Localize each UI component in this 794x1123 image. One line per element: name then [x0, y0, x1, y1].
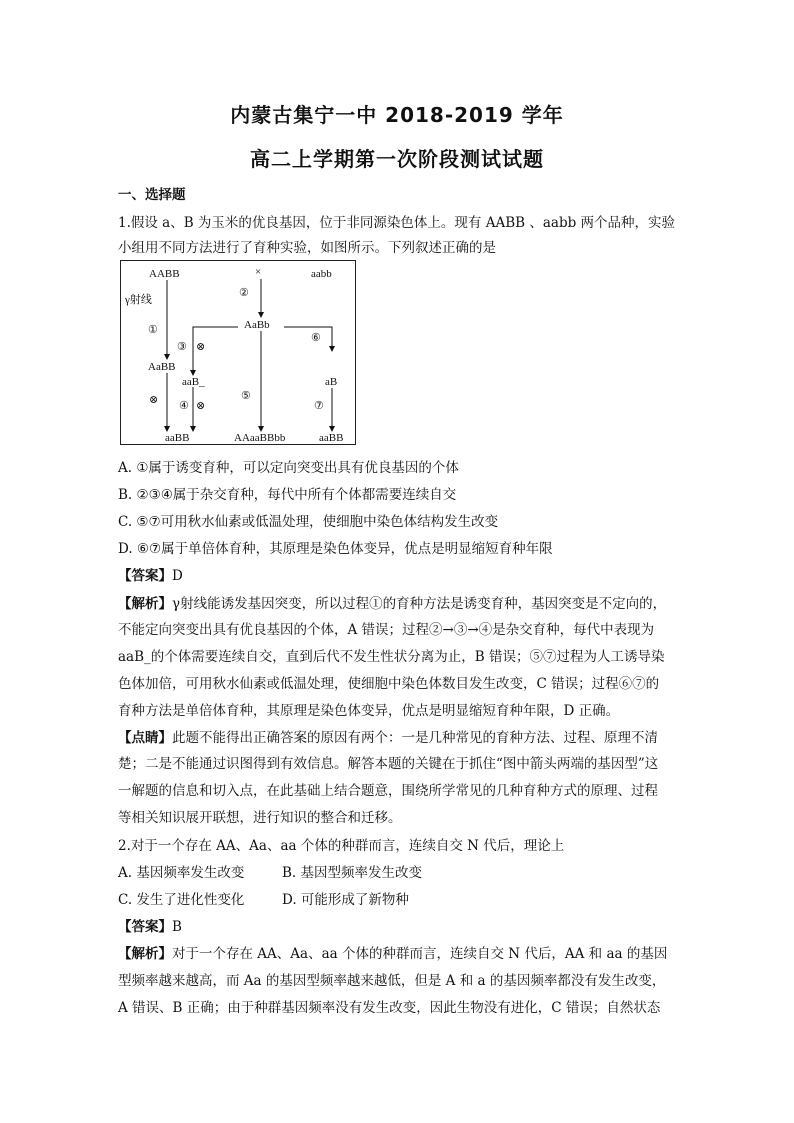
- q1-option-d: D. ⑥⑦属于单倍体育种，其原理是染色体变异，优点是明显缩短育种年限: [118, 541, 553, 557]
- q1-analysis-line-3: aaB_的个体需要连续自交，直到后代不发生性状分离为止，B 错误；⑤⑦过程为人工诱导染: [118, 649, 665, 665]
- label-aaB: aaB_: [182, 376, 205, 388]
- label-aabb: aabb: [311, 268, 332, 280]
- q2-option-a: A. 基因频率发生改变: [118, 865, 245, 881]
- label-AaBb: AaBb: [244, 319, 270, 331]
- label-step-6: ⑥: [311, 332, 321, 344]
- q1-analysis-line-2: 不能定向突变出具有优良基因的个体，A 错误；过程②→③→④是杂交育种，每代中表现为: [118, 622, 655, 638]
- q2-option-b: B. 基因型频率发生改变: [282, 865, 423, 881]
- breeding-diagram: [120, 260, 356, 445]
- analysis-text: 对于一个存在 AA、Aa、aa 个体的种群而言，连续自交 N 代后，AA 和 aa 的基因: [172, 946, 668, 962]
- title-line-2: 高二上学期第一次阶段测试试题: [250, 147, 544, 171]
- q2-answer: [118, 915, 182, 935]
- selfing-icon-3: ⊗: [196, 341, 206, 353]
- label-AAaaBBbb: AAaaBBbb: [234, 432, 286, 444]
- section-heading: 一、选择题: [118, 187, 186, 203]
- label-step-3: ③: [177, 341, 187, 353]
- answer-value: D: [172, 568, 183, 584]
- q1-tip-line-1: [118, 726, 658, 746]
- q1-tip-line-4: 等相关知识展开联想，进行知识的整合和迁移。: [118, 810, 402, 826]
- label-AaBB: AaBB: [148, 361, 176, 373]
- label-step-7: ⑦: [314, 400, 324, 412]
- q1-stem-line-2: 小组用不同方法进行了育种实验，如图所示。下列叙述正确的是: [118, 240, 496, 256]
- q1-option-a: A. ①属于诱变育种，可以定向突变出具有优良基因的个体: [118, 460, 459, 476]
- q2-analysis-line-1: [118, 942, 667, 962]
- label-step-2: ②: [239, 287, 249, 299]
- label-aaBB-left: aaBB: [165, 432, 190, 444]
- q1-tip-line-2: 楚；二是不能通过识图得到有效信息。解答本题的关键在于抓住“图中箭头两端的基因型”这: [118, 756, 659, 772]
- tip-label: 【点睛】: [118, 730, 172, 746]
- q1-analysis-line-4: 色体加倍，可用秋水仙素或低温处理，使细胞中染色体数目发生改变，C 错误；过程⑥⑦的: [118, 676, 660, 692]
- selfing-icon-left: ⊗: [149, 394, 159, 406]
- arrow-6: [284, 327, 332, 351]
- analysis-text: γ射线能诱发基因突变，所以过程①的育种方法是诱变育种，基因突变是不定向的，: [172, 596, 667, 612]
- q2-stem: 2.对于一个存在 AA、Aa、aa 个体的种群而言，连续自交 N 代后，理论上: [118, 838, 565, 854]
- q2-analysis-line-3: A 错误、B 正确；由于种群基因频率没有发生改变，因此生物没有进化，C 错误；自然状态: [118, 1000, 661, 1016]
- tip-text: 此题不能得出正确答案的原因有两个：一是几种常见的育种方法、过程、原理不清: [172, 730, 658, 746]
- answer-label: 【答案】: [118, 568, 172, 584]
- label-gamma-ray: γ射线: [125, 294, 152, 306]
- q2-analysis-line-2: 型频率越来越高，而 Aa 的基因型频率越来越低，但是 A 和 a 的基因频率都没有发生改变，: [118, 973, 666, 989]
- q1-answer: [118, 564, 183, 584]
- selfing-icon-4: ⊗: [196, 400, 206, 412]
- q1-option-b: B. ②③④属于杂交育种，每代中所有个体都需要连续自交: [118, 487, 457, 503]
- analysis-label: 【解析】: [118, 596, 172, 612]
- q1-analysis-line-1: [118, 592, 666, 612]
- q1-stem-line-1: 1.假设 a、B 为玉米的优良基因，位于非同源染色体上。现有 AABB 、aabb 两个品种，实验: [118, 215, 676, 231]
- label-aaBB-right: aaBB: [319, 432, 344, 444]
- q2-option-c: C. 发生了进化性变化: [118, 892, 245, 908]
- label-AABB: AABB: [149, 268, 180, 280]
- label-cross: ×: [255, 266, 262, 278]
- label-step-5: ⑤: [241, 390, 251, 402]
- label-aB: aB: [325, 376, 338, 388]
- q2-option-d: D. 可能形成了新物种: [282, 892, 409, 908]
- answer-label: 【答案】: [118, 919, 172, 935]
- q1-option-c: C. ⑤⑦可用秋水仙素或低温处理，使细胞中染色体结构发生改变: [118, 514, 499, 530]
- q1-analysis-line-5: 育种方法是单倍体育种，其原理是染色体变异，优点是明显缩短育种年限，D 正确。: [118, 703, 620, 719]
- analysis-label: 【解析】: [118, 946, 172, 962]
- label-step-4: ④: [179, 400, 189, 412]
- label-step-1: ①: [148, 324, 158, 336]
- answer-value: B: [172, 919, 182, 935]
- q1-tip-line-3: 一解题的信息和切入点，在此基础上结合题意，围绕所学常见的几种育种方式的原理、过程: [118, 783, 658, 799]
- title-line-1: 内蒙古集宁一中 2018-2019 学年: [230, 103, 564, 127]
